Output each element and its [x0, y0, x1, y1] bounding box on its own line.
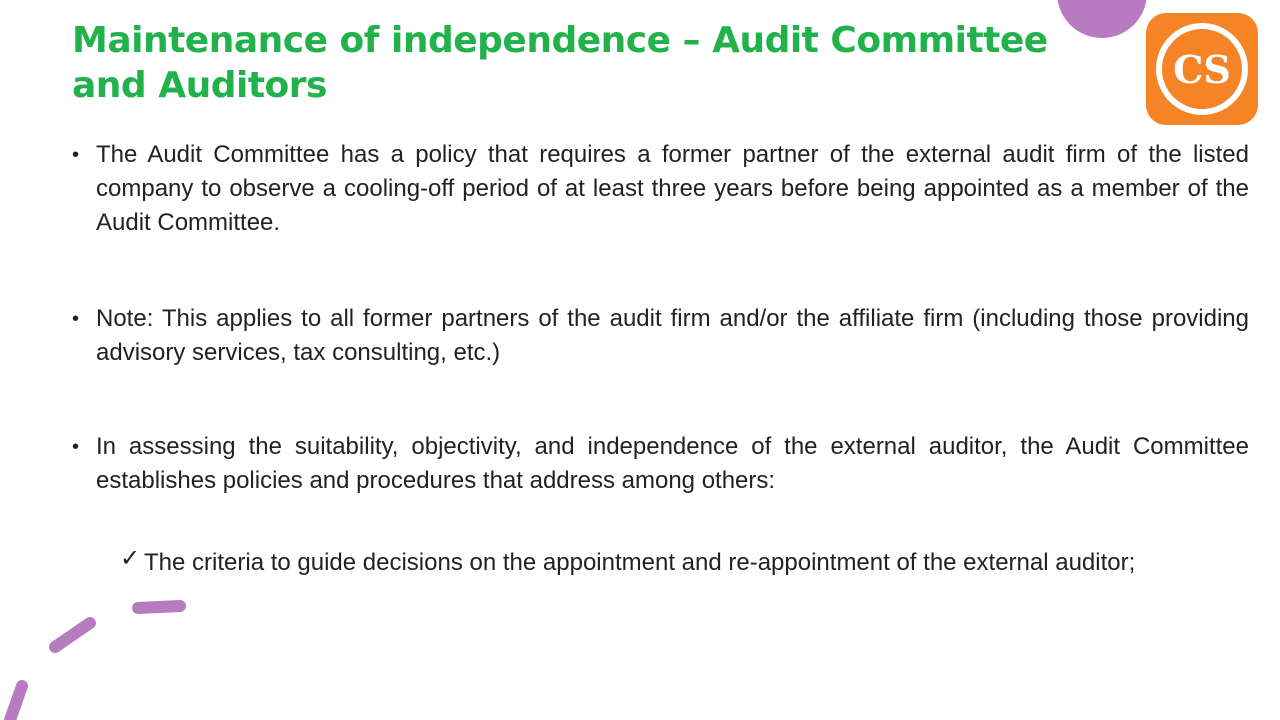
bullet-text: The Audit Committee has a policy that requires a former partner of the external audit firm of the listed company to observe a cooling-off period of at least three years before being appointed as a member of the Audit Committee. — [96, 141, 1249, 236]
bullet-item — [72, 302, 1249, 370]
slide-title: Maintenance of independence – Audit Committee and Auditors — [72, 20, 1048, 106]
bullet-text: Note: This applies to all former partners of the audit firm and/or the affiliate firm (including those providing advisory services, tax consulting, etc.) — [96, 305, 1249, 366]
sub-bullet-text: The criteria to guide decisions on the appointment and re-appointment of the external auditor; — [144, 549, 1136, 576]
bullet-item — [72, 138, 1249, 240]
cs-logo-icon — [1146, 13, 1258, 125]
checkmark-icon: ✓ — [120, 545, 141, 572]
bullet-marker: • — [72, 308, 80, 330]
bullet-marker: • — [72, 436, 80, 458]
purple-brush-strokes — [0, 580, 200, 720]
logo-text: CS — [1173, 47, 1231, 92]
bullet-text: In assessing the suitability, objectivity, and independence of the external auditor, the Audit Committee establishes policies and procedures that address among others: — [96, 433, 1249, 494]
slide-content — [72, 138, 1249, 580]
sub-bullet-item — [120, 546, 1249, 580]
bullet-marker: • — [72, 144, 80, 166]
bullet-item — [72, 430, 1249, 498]
